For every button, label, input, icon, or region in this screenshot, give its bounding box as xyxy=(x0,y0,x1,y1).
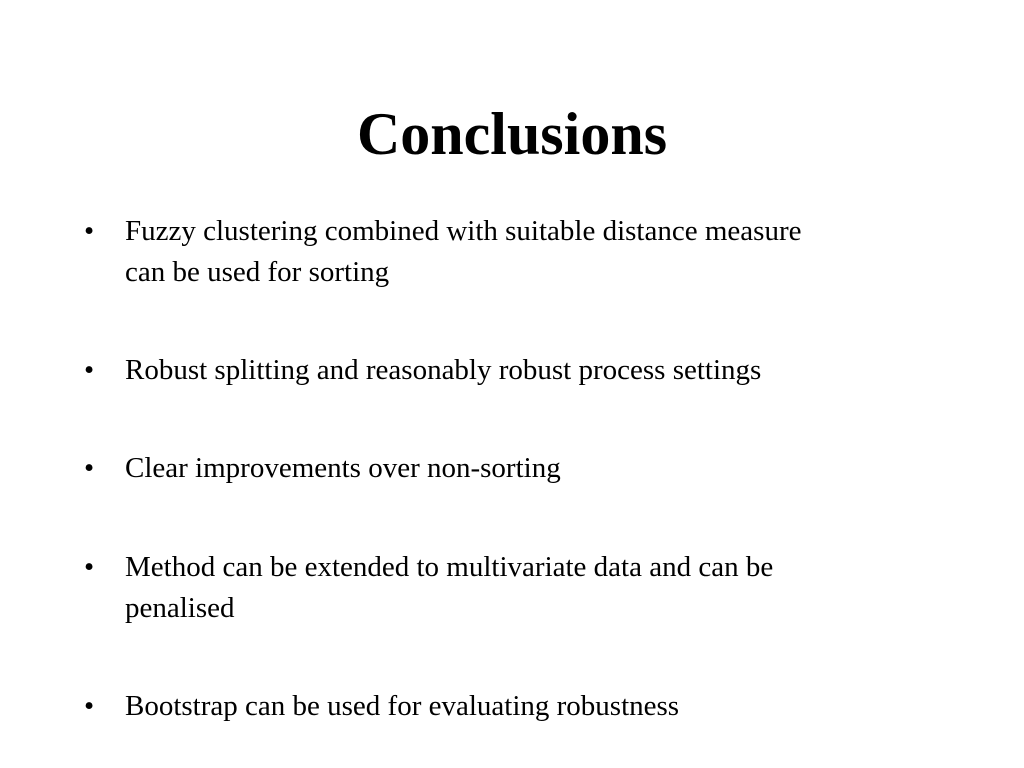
bullet-icon: • xyxy=(84,551,95,583)
bullet-icon: • xyxy=(84,452,95,484)
bullet-text-line: Method can be extended to multivariate data and can be xyxy=(125,551,774,583)
bullet-text-line: Robust splitting and reasonably robust process settings xyxy=(125,354,762,386)
bullet-icon: • xyxy=(84,690,95,722)
bullet-text xyxy=(125,448,935,489)
bullet-text-line: can be used for sorting xyxy=(125,256,390,288)
bullet-text xyxy=(125,211,935,293)
bullet-icon: • xyxy=(84,215,95,247)
bullet-text-line: Fuzzy clustering combined with suitable distance measure xyxy=(125,215,802,247)
bullet-text-line: Bootstrap can be used for evaluating robustness xyxy=(125,690,680,722)
bullet-text xyxy=(125,350,935,391)
bullet-text-line: Clear improvements over non-sorting xyxy=(125,452,561,484)
bullet-text xyxy=(125,686,935,727)
bullet-icon: • xyxy=(84,354,95,386)
bullet-text-line: penalised xyxy=(125,592,235,624)
slide-title: Conclusions xyxy=(356,101,668,167)
bullet-text xyxy=(125,547,935,629)
